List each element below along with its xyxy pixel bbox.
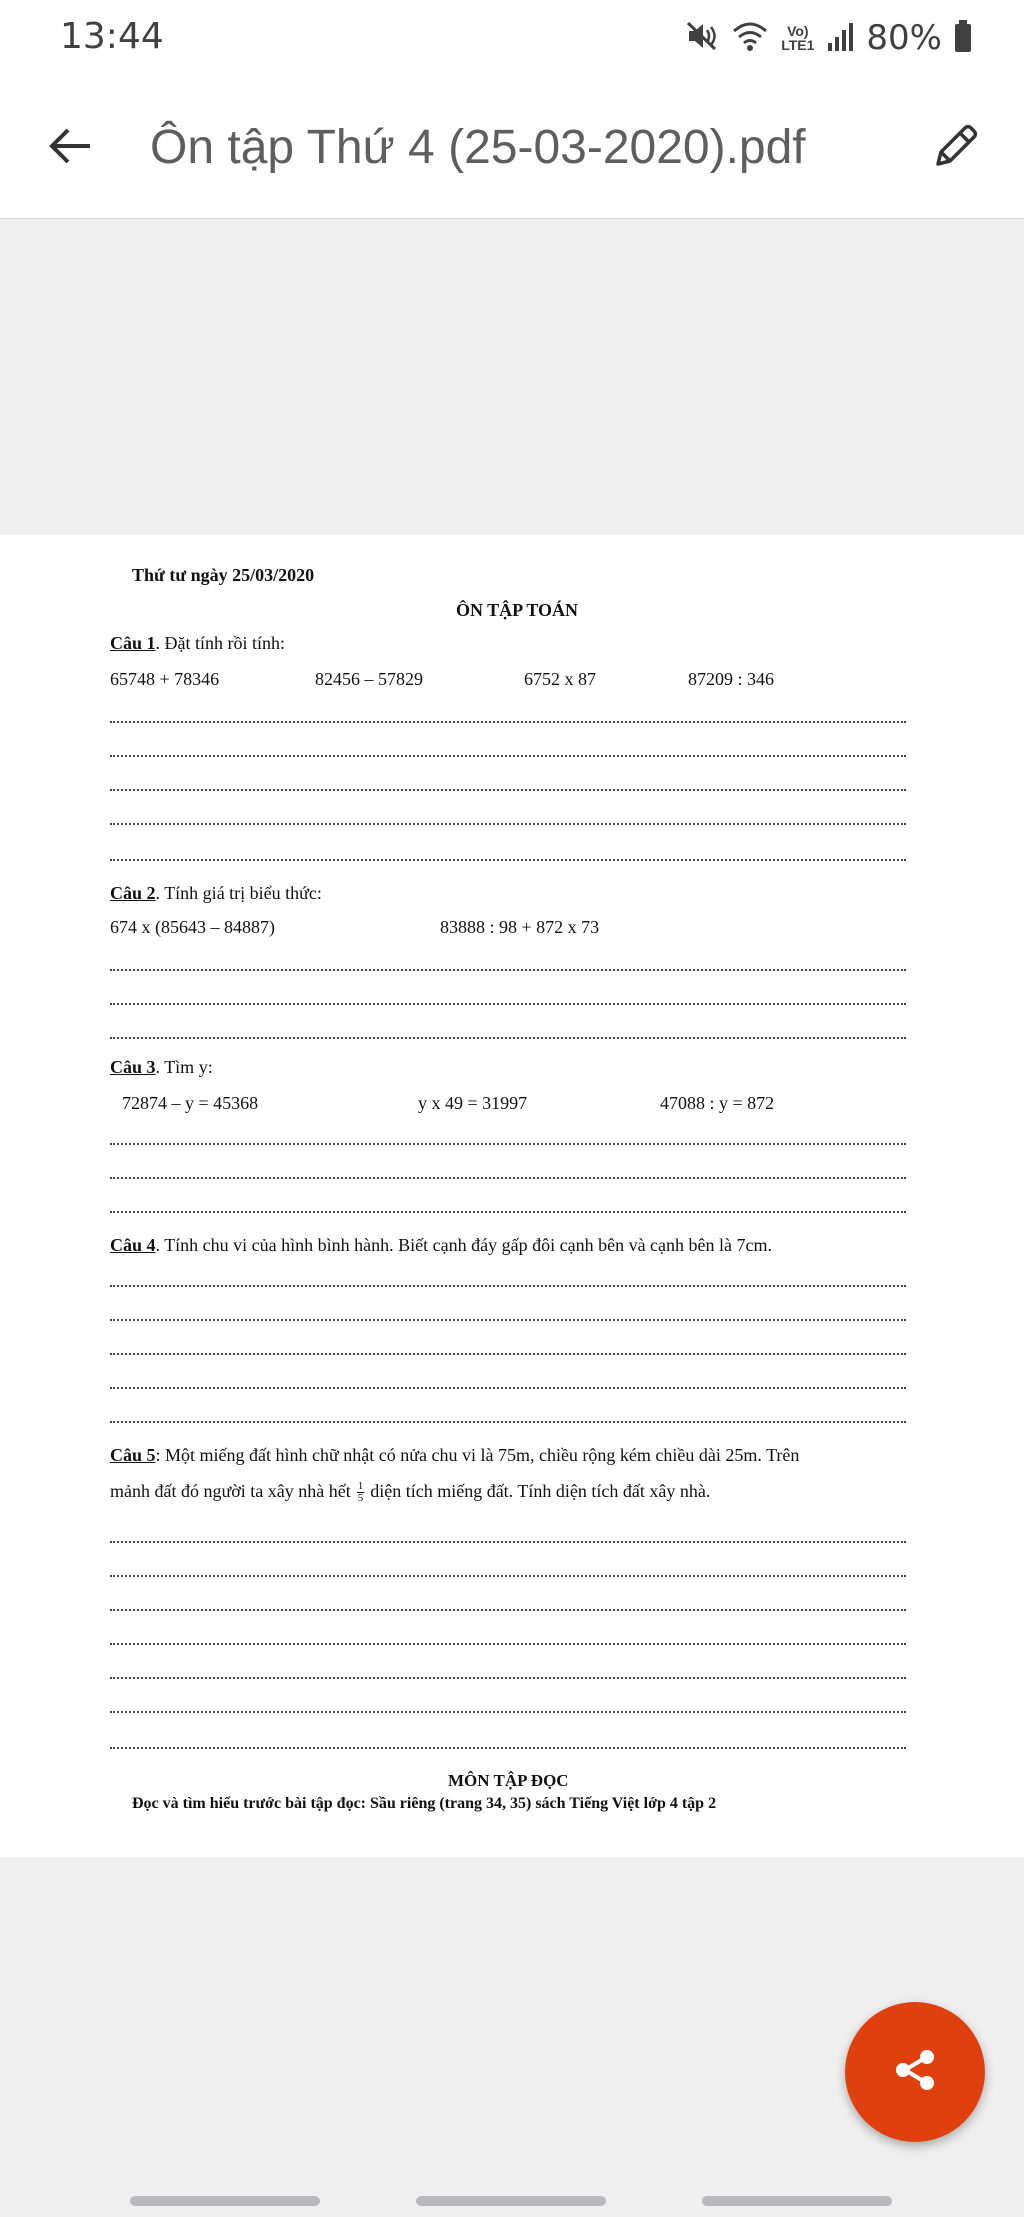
app-bar	[0, 78, 1024, 219]
question-2: Câu 2. Tính giá trị biểu thức:	[110, 883, 322, 903]
answer-line	[110, 1037, 906, 1039]
answer-line	[110, 1177, 906, 1179]
battery-icon	[954, 19, 972, 58]
answer-line	[110, 1575, 906, 1577]
answer-line	[110, 1677, 906, 1679]
date-line: Thứ tư ngày 25/03/2020	[132, 565, 315, 585]
nav-back-handle[interactable]	[702, 2196, 892, 2206]
fraction: $\frac{1}{5}$	[357, 1480, 364, 1505]
q3-item-3: 47088 : y = 872	[660, 1093, 775, 1113]
answer-line	[110, 1421, 906, 1423]
status-time: 13:44	[60, 16, 164, 57]
q3-item-2: y x 49 = 31997	[418, 1093, 528, 1113]
q1-item-1: 65748 + 78346	[110, 669, 220, 689]
answer-line	[110, 755, 906, 757]
mute-icon	[685, 19, 719, 58]
answer-line	[110, 1643, 906, 1645]
question-5: Câu 5: Một miếng đất hình chữ nhật có nửa chu vi là 75m, chiều rộng kém chiều dài 25m. Trên	[110, 1445, 800, 1465]
document-title: Ôn tập Thứ 4 (25-03-2020).pdf	[150, 121, 806, 174]
q1-item-4: 87209 : 346	[688, 669, 775, 689]
q3-item-1: 72874 – y = 45368	[122, 1093, 259, 1113]
answer-line	[110, 1609, 906, 1611]
status-bar	[0, 0, 1024, 78]
edit-button[interactable]	[924, 116, 988, 180]
question-1: Câu 1. Đặt tính rồi tính:	[110, 633, 286, 653]
answer-line	[110, 1143, 906, 1145]
answer-line	[110, 721, 906, 723]
answer-line	[110, 1319, 906, 1321]
q1-item-3: 6752 x 87	[524, 669, 596, 689]
reading-heading: MÔN TẬP ĐỌC	[448, 1771, 569, 1790]
answer-line	[110, 1353, 906, 1355]
back-button[interactable]	[40, 118, 100, 178]
question-5-line-2: mảnh đất đó người ta xây nhà hết $\frac{1}{5}$ diện tích miếng đất. Tính diện tích đất xây nhà.	[110, 1480, 711, 1505]
arrow-left-icon	[46, 122, 94, 175]
answer-line	[110, 1285, 906, 1287]
wifi-icon	[731, 19, 769, 58]
battery-percent: 80%	[866, 18, 942, 58]
network-type-label: Vo) LTE1	[781, 23, 815, 53]
answer-line	[110, 823, 906, 825]
answer-line	[110, 859, 906, 861]
reading-instruction: Đọc và tìm hiểu trước bài tập đọc: Sầu riêng (trang 34, 35) sách Tiếng Việt lớp 4 tập 2	[132, 1795, 717, 1812]
q2-item-2: 83888 : 98 + 872 x 73	[440, 917, 600, 937]
status-icons	[685, 14, 972, 62]
share-button[interactable]	[845, 2002, 985, 2142]
answer-line	[110, 1541, 906, 1543]
q2-item-1: 674 x (85643 – 84887)	[110, 917, 275, 937]
answer-line	[110, 969, 906, 971]
answer-line	[110, 1003, 906, 1005]
answer-line	[110, 1387, 906, 1389]
signal-icon	[826, 19, 854, 58]
pdf-page[interactable]	[0, 535, 1024, 1857]
math-heading: ÔN TẬP TOÁN	[456, 600, 579, 620]
answer-line	[110, 1747, 906, 1749]
answer-line	[110, 1211, 906, 1213]
nav-recent-handle[interactable]	[130, 2196, 320, 2206]
answer-line	[110, 1711, 906, 1713]
pencil-icon	[930, 120, 982, 177]
question-3: Câu 3. Tìm y:	[110, 1057, 213, 1077]
share-icon	[891, 2046, 939, 2099]
q1-item-2: 82456 – 57829	[315, 669, 423, 689]
nav-home-handle[interactable]	[416, 2196, 606, 2206]
answer-line	[110, 789, 906, 791]
question-4: Câu 4. Tính chu vi của hình bình hành. Biết cạnh đáy gấp đôi cạnh bên và cạnh bên là 7cm.	[110, 1235, 773, 1255]
